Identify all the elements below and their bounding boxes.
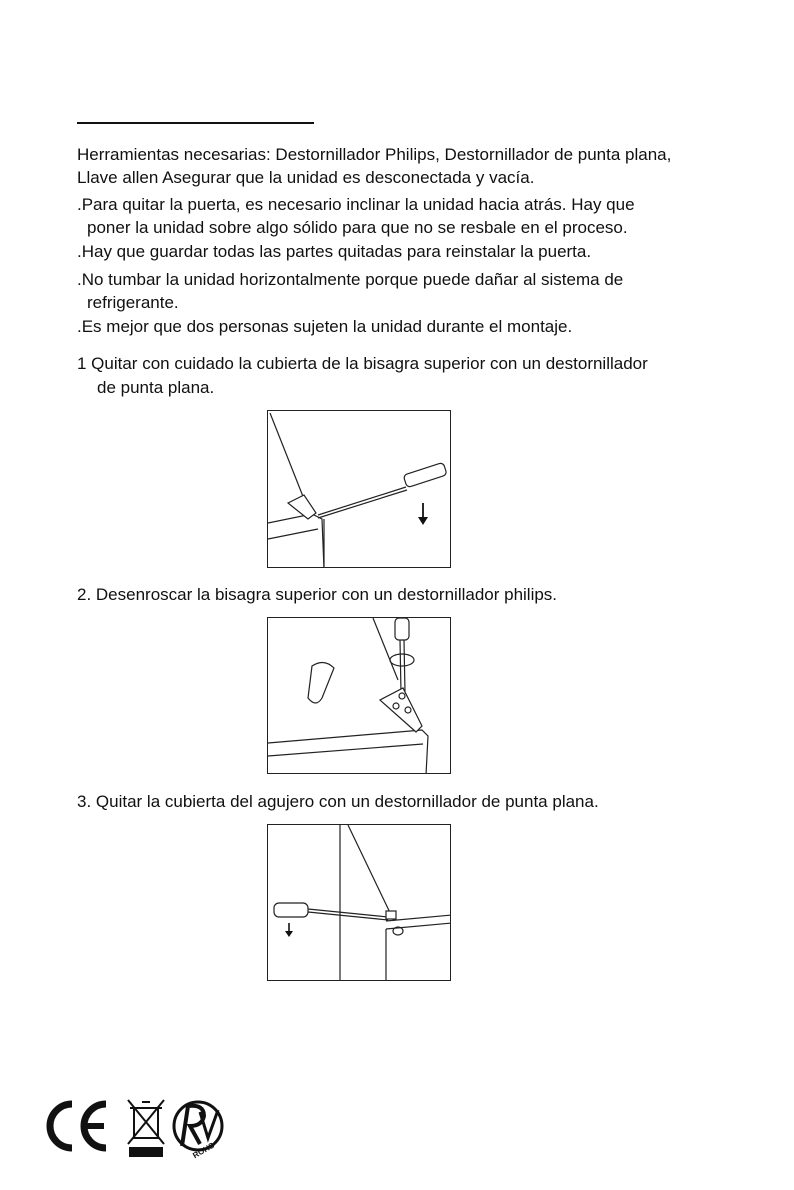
step-1-line-1: 1 Quitar con cuidado la cubierta de la bisagra superior con un destornillador	[77, 354, 648, 373]
step-2-line-1: 2. Desenroscar la bisagra superior con un destornillador philips.	[77, 585, 558, 604]
note-1-line-2: poner la unidad sobre algo sólido para que no se resbale en el proceso.	[87, 218, 628, 237]
tools-line-1: Herramientas necesarias: Destornillador Philips, Destornillador de punta plana,	[77, 145, 672, 164]
step-1-line-2: de punta plana.	[97, 378, 215, 397]
note-2-line-1: .Hay que guardar todas las partes quitadas para reinstalar la puerta.	[77, 242, 592, 261]
rohs-logo	[174, 1102, 222, 1150]
weee-crossed-bin-icon	[128, 1100, 164, 1156]
tools-line-2: Llave allen Asegurar que la unidad es desconectada y vacía.	[77, 168, 535, 187]
note-3-line-1: .No tumbar la unidad horizontalmente porque puede dañar al sistema de	[77, 270, 624, 289]
step-3-line-1: 3. Quitar la cubierta del agujero con un destornillador de punta plana.	[77, 792, 599, 811]
figure-2-unscrew-top-hinge	[267, 617, 451, 774]
header-rule	[77, 122, 314, 124]
figure-3-remove-hole-cover	[267, 824, 451, 981]
note-3-line-2: refrigerante.	[87, 293, 179, 312]
rohs-label: ROHS	[191, 1140, 216, 1161]
ce-mark	[50, 1104, 106, 1148]
compliance-marks	[42, 1098, 242, 1167]
note-1-line-1: .Para quitar la puerta, es necesario inclinar la unidad hacia atrás. Hay que	[77, 195, 635, 214]
note-4-line-1: .Es mejor que dos personas sujeten la unidad durante el montaje.	[77, 317, 573, 336]
figure-1-remove-hinge-cover	[267, 410, 451, 568]
